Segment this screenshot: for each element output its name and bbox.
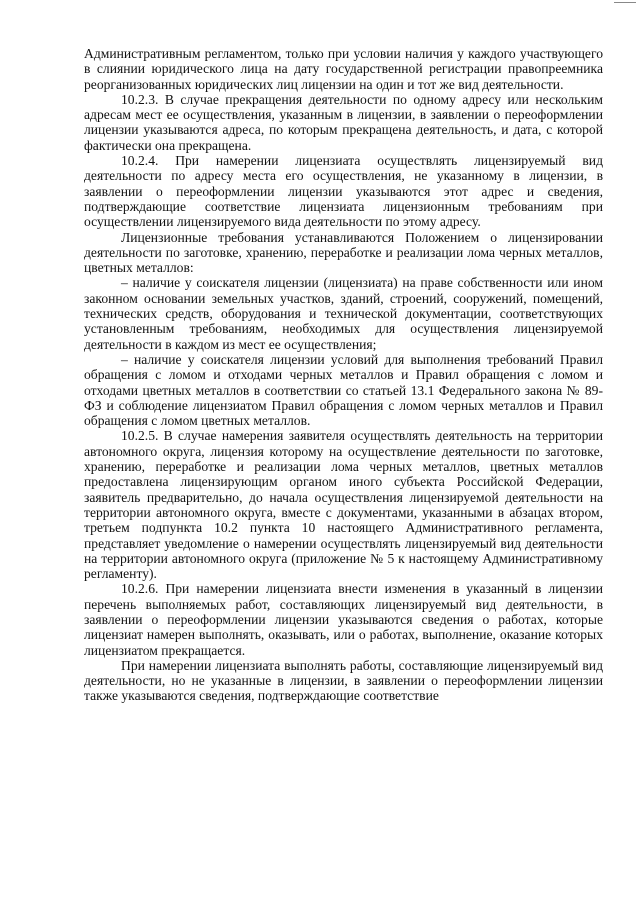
list-item-premises: – наличие у соискателя лицензии (лицензиата) на праве собственности или ином законном основании земельных участков, зданий, строений, сооружений, помещений, технических средств, оборудования и технической документации, соответствующих установленным требованиям, необходимых для осуществления лицензируемой деятельности в каждом из мест ее осуществления; — [84, 275, 603, 352]
paragraph-10-2-6: 10.2.6. При намерении лицензиата внести изменения в указанный в лицензии перечень выполняемых работ, составляющих лицензируемый вид деятельности, в заявлении о переоформлении лицензии указываются сведения о работах, которые лицензиат намерен выполнять, оказывать, или о работах, выполнение, оказание которых лицензиатом прекращается. — [84, 581, 603, 658]
document-page — [84, 46, 603, 704]
paragraph-10-2-4: 10.2.4. При намерении лицензиата осуществлять лицензируемый вид деятельности по адресу места его осуществления, не указанному в лицензии, в заявлении о переоформлении лицензии указываются этот адрес и сведения, подтверждающие соответствие лицензиата лицензионным требованиям при осуществлении лицензируемого вида деятельности по этому адресу. — [84, 153, 603, 230]
paragraph-license-requirements: Лицензионные требования устанавливаются Положением о лицензировании деятельности по заготовке, хранению, переработке и реализации лома черных металлов, цветных металлов: — [84, 229, 603, 276]
list-item-rules: – наличие у соискателя лицензии условий для выполнения требований Правил обращения с ломом и отходами черных металлов и Правил обращения с ломом и отходами цветных металлов в соответствии со статьей 13.1 Федерального закона № 89-ФЗ и соблюдение лицензиатом Правил обращения с ломом черных металлов и Правил обращения с ломом цветных металлов. — [84, 351, 603, 429]
paragraph-10-2-3: 10.2.3. В случае прекращения деятельности по одному адресу или нескольким адресам мест ее осуществления, указанным в лицензии, в заявлении о переоформлении лицензии указываются адреса, по которым прекращена деятельность, и дата, с которой фактически она прекращена. — [84, 91, 603, 153]
scan-corner-mark — [614, 2, 636, 3]
paragraph-continuation: Административным регламентом, только при условии наличия у каждого участвующего в слиянии юридического лица на дату государственной регистрации правопреемника реорганизованных юридических лиц лицензии на один и тот же вид деятельности. — [84, 46, 603, 92]
paragraph-new-works: При намерении лицензиата выполнять работы, составляющие лицензируемый вид деятельности, но не указанные в лицензии, в заявлении о переоформлении лицензии также указываются сведения, подтверждающие соответствие — [84, 657, 603, 704]
paragraph-10-2-5: 10.2.5. В случае намерения заявителя осуществлять деятельность на территории автономного округа, лицензия которому на осуществление деятельности по заготовке, хранению, переработке и реализации лома черных металлов, цветных металлов предоставлена лицензирующим органом иного субъекта Российской Федерации, заявитель предварительно, до начала осуществления лицензируемой деятельности на территории автономного округа, вместе с документами, указанными в абзацах втором, третьем подпункта 10.2 пункта 10 настоящего Административного регламента, представляет уведомление о намерении осуществлять лицензируемый вид деятельности на территории автономного округа (приложение № 5 к настоящему Административному регламенту). — [84, 428, 603, 582]
